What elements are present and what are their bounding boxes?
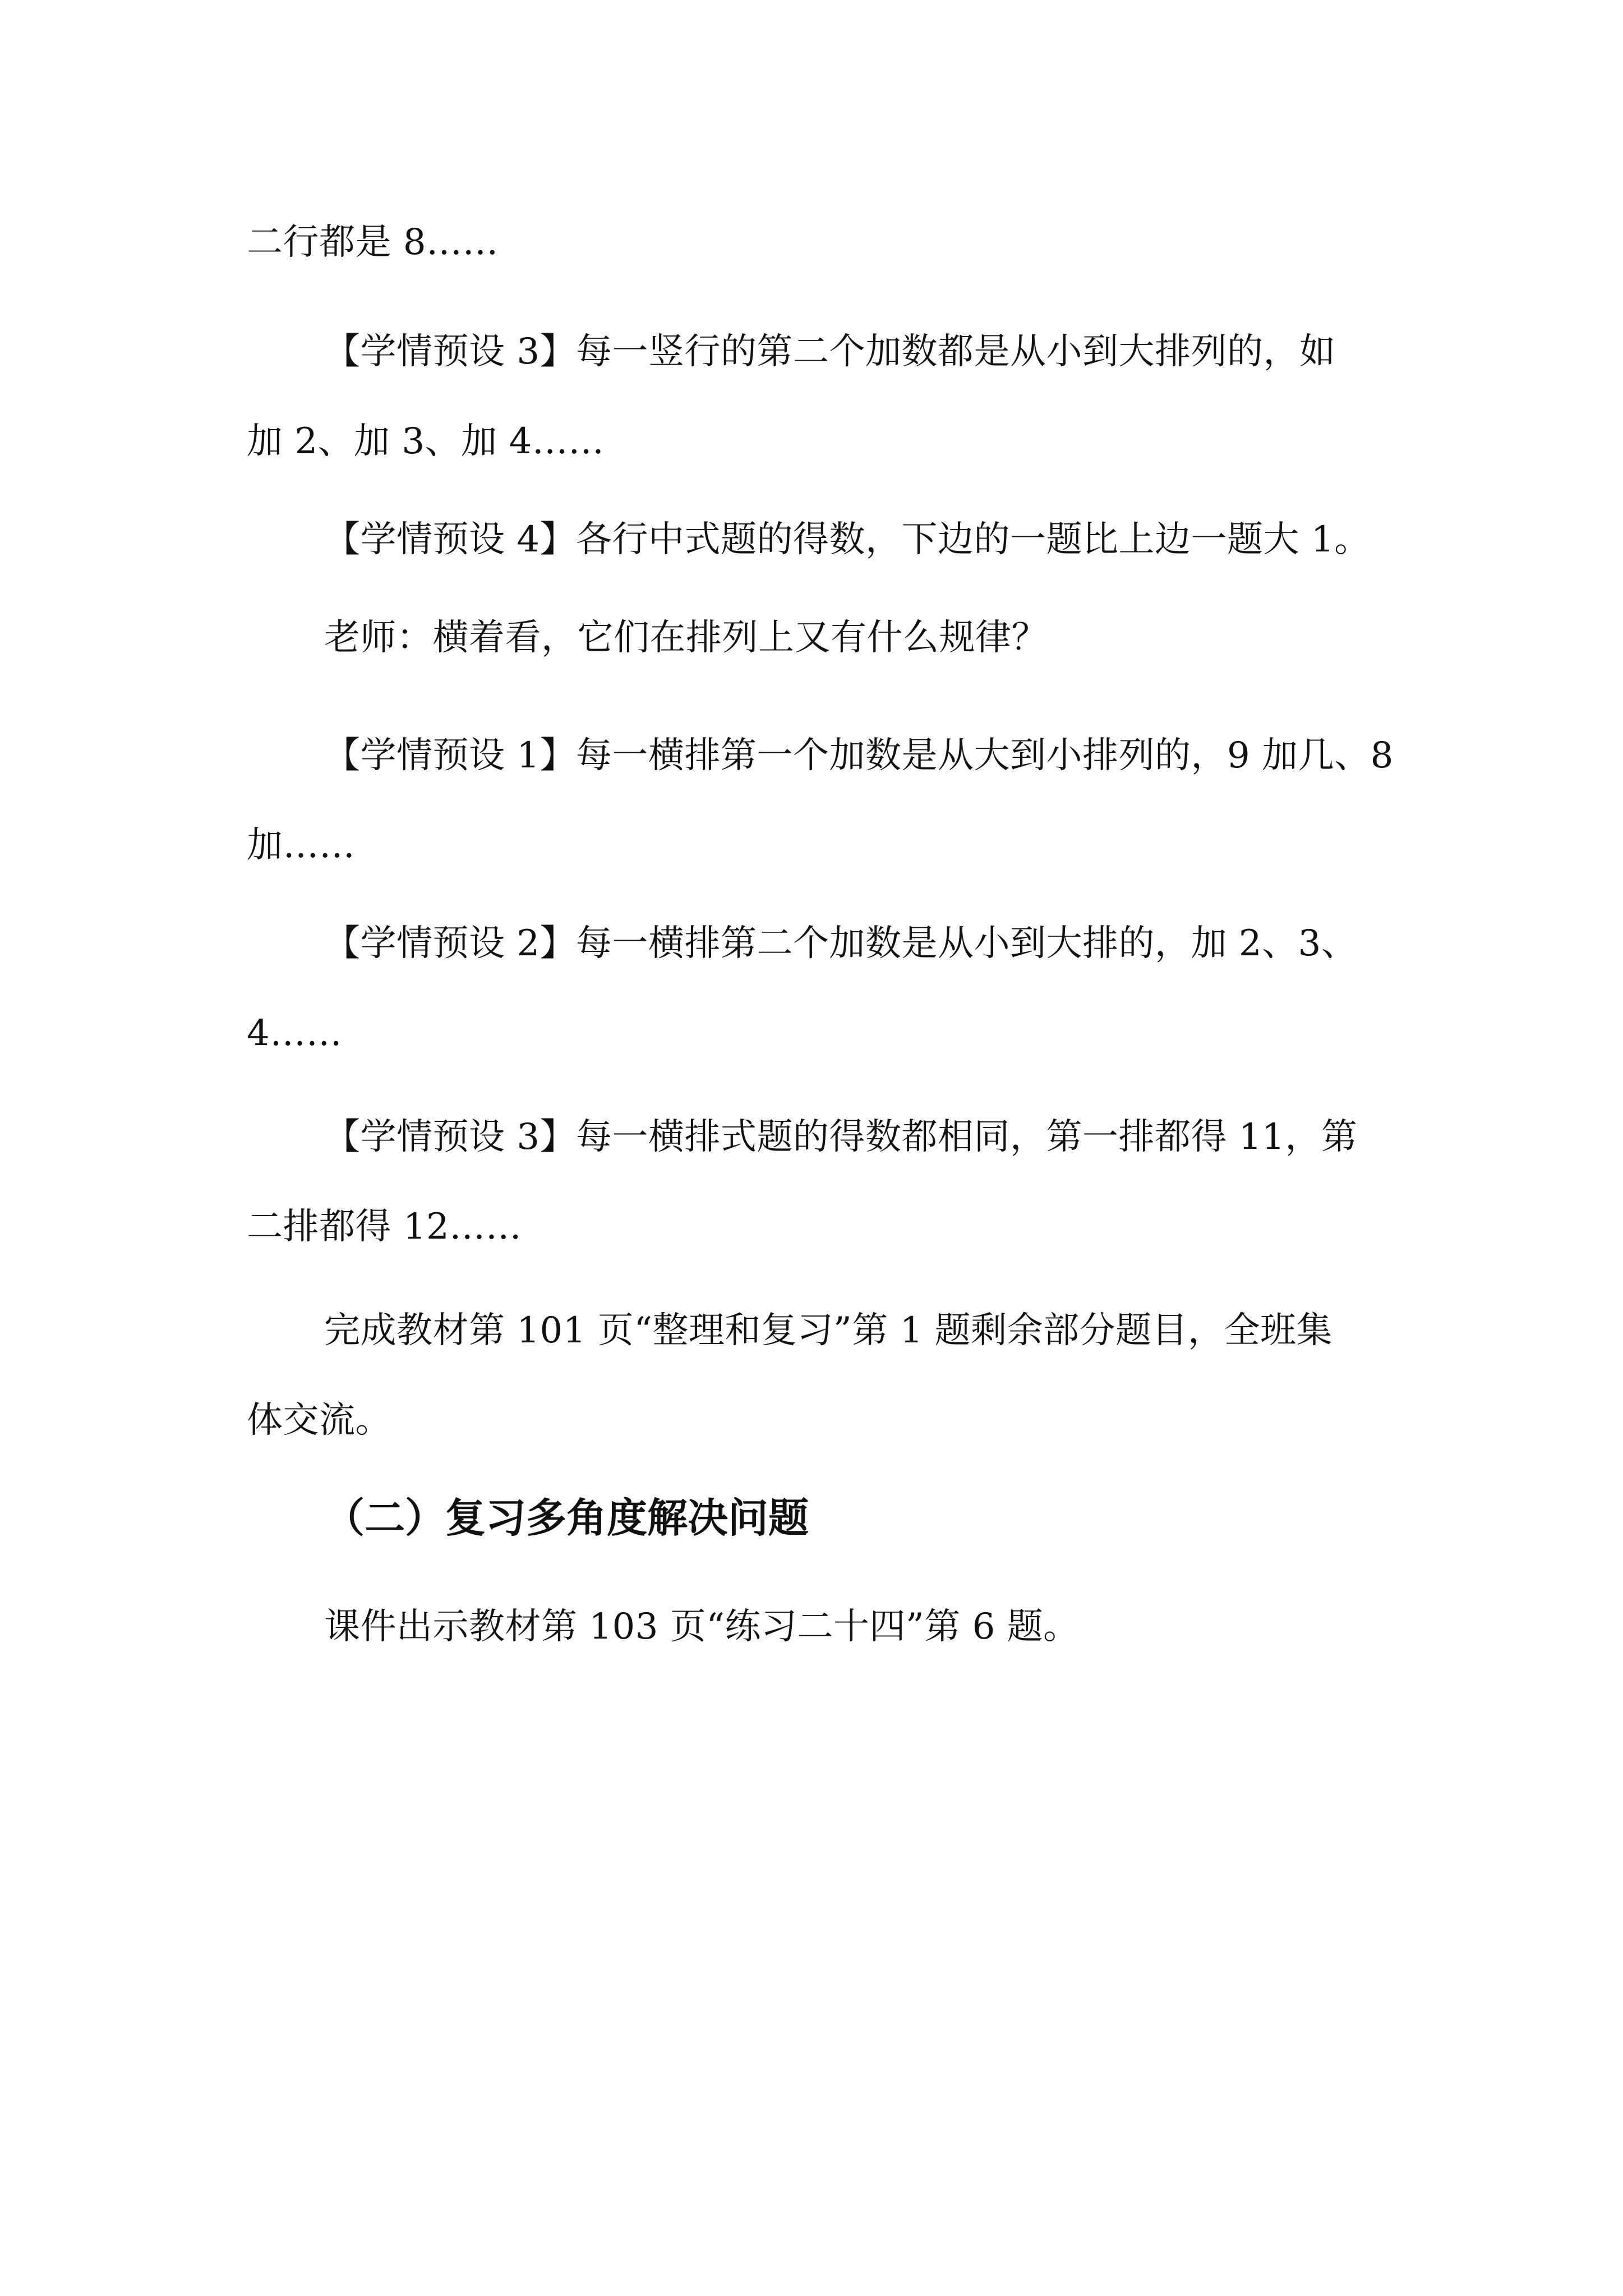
paragraph-line: 体交流。 <box>247 1400 391 1441</box>
paragraph-line: 加 2、加 3、加 4…… <box>247 421 605 462</box>
paragraph-line: 4…… <box>247 1013 343 1054</box>
section-heading: （二）复习多角度解决问题 <box>324 1494 809 1542</box>
paragraph-line: 【学情预设 2】每一横排第二个加数是从小到大排的，加 2、3、 <box>324 923 1358 964</box>
paragraph-line: 完成教材第 101 页“整理和复习”第 1 题剩余部分题目，全班集 <box>324 1310 1333 1351</box>
paragraph-line: 【学情预设 3】每一竖行的第二个加数都是从小到大排列的，如 <box>324 331 1336 372</box>
paragraph-line: 课件出示教材第 103 页“练习二十四”第 6 题。 <box>324 1606 1080 1648</box>
paragraph-line: 【学情预设 4】各行中式题的得数，下边的一题比上边一题大 1。 <box>324 519 1371 560</box>
paragraph-line: 二排都得 12…… <box>247 1206 522 1248</box>
paragraph-line: 二行都是 8…… <box>247 222 499 263</box>
paragraph-line: 老师：横着看，它们在排列上又有什么规律？ <box>324 617 1048 659</box>
paragraph-line: 加…… <box>247 825 356 866</box>
paragraph-line: 【学情预设 3】每一横排式题的得数都相同，第一排都得 11，第 <box>324 1116 1358 1158</box>
paragraph-line: 【学情预设 1】每一横排第一个加数是从大到小排列的，9 加几、8 <box>324 735 1394 776</box>
